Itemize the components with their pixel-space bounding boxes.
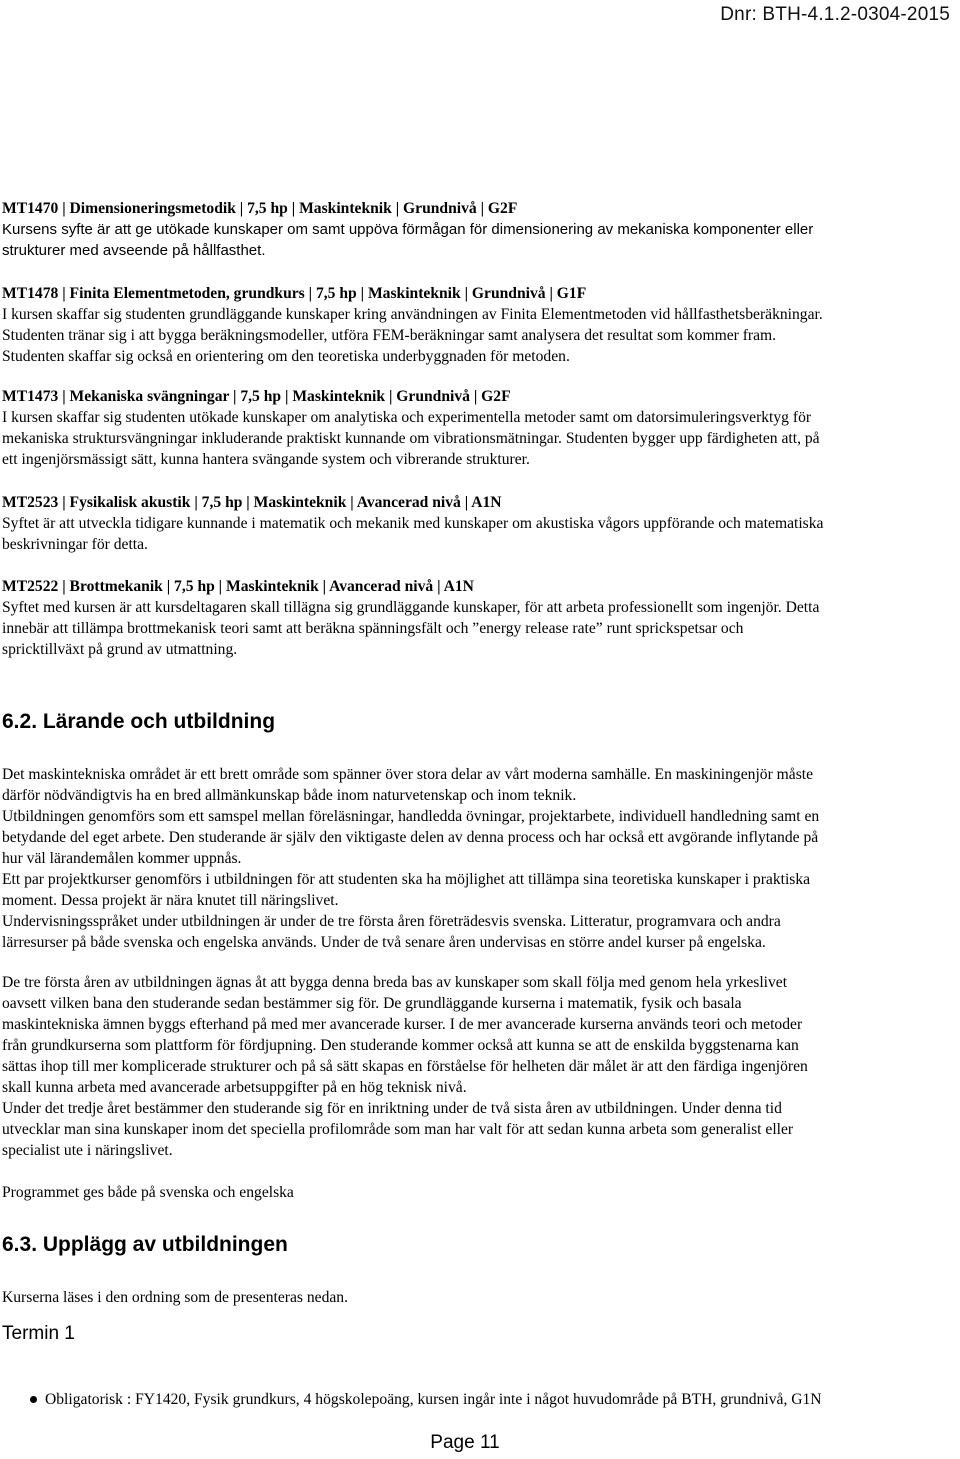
bullet-icon xyxy=(30,1396,37,1403)
termin-title: Termin 1 xyxy=(2,1323,75,1344)
course-description-line: Syftet är att utveckla tidigare kunnande i matematik och mekanik med kunskaper om akustiska vågors uppförande och matematiska xyxy=(2,515,824,532)
section-6-2-paragraph-2 xyxy=(2,972,952,1161)
course-heading: MT1470 | Dimensioneringsmetodik | 7,5 hp | Maskinteknik | Grundnivå | G2F xyxy=(2,200,518,217)
paragraph-line: därför nödvändigtvis ha en bred allmänkunskap både inom naturvetenskap och inom teknik. xyxy=(2,787,577,804)
bullet-text: Obligatorisk : FY1420, Fysik grundkurs, 4 högskolepoäng, kursen ingår inte i något huvudområde på BTH, grundnivå, G1N xyxy=(45,1391,822,1408)
course-description-line: mekaniska struktursvängningar inkluderande praktiskt kunnande om vibrationsmätningar. Studenten bygger upp färdigheten att, på xyxy=(2,430,820,447)
paragraph-line: från grundkurserna som plattform för fördjupning. Den studerande kommer också att kunna se att de enskilda byggstenarna kan xyxy=(2,1037,799,1054)
course-description-line: innebär att tillämpa brottmekanisk teori samt att beräkna spänningsfält och ”energy release rate” runt sprickspetsar och xyxy=(2,620,744,637)
paragraph-line: sättas ihop till mer komplicerade strukturer och på så sätt skapas en förståelse för helheten där målet är att den färdiga ingenjören xyxy=(2,1058,808,1075)
paragraph-line: moment. Dessa projekt är nära knutet till näringslivet. xyxy=(2,892,339,909)
paragraph-line: betydande del eget arbete. Den studerande är själv den viktigaste delen av denna process och har också ett avgörande inflytande på xyxy=(2,829,819,846)
paragraph-line: De tre första åren av utbildningen ägnas åt att bygga denna breda bas av kunskaper som skall följa med genom hela yrkeslivet xyxy=(2,974,788,991)
course-heading: MT2523 | Fysikalisk akustik | 7,5 hp | Maskinteknik | Avancerad nivå | A1N xyxy=(2,494,502,511)
course-entry-mt1470 xyxy=(2,198,952,261)
bullet-list-item xyxy=(30,1389,822,1410)
paragraph-line: Programmet ges både på svenska och engelska xyxy=(2,1184,294,1201)
course-description-line: Syftet med kursen är att kursdeltagaren skall tillägna sig grundläggande kunskaper, för att arbeta professionellt som ingenjör. Detta xyxy=(2,599,820,616)
course-heading: MT2522 | Brottmekanik | 7,5 hp | Maskinteknik | Avancerad nivå | A1N xyxy=(2,578,474,595)
course-entry-mt1478 xyxy=(2,283,952,367)
termin-heading xyxy=(2,1322,952,1346)
course-description-line: spricktillväxt på grund av utmattning. xyxy=(2,641,238,658)
document-number: Dnr: BTH-4.1.2-0304-2015 xyxy=(720,4,950,25)
course-heading: MT1478 | Finita Elementmetoden, grundkurs | 7,5 hp | Maskinteknik | Grundnivå | G1F xyxy=(2,285,587,302)
paragraph-line: Undervisningsspråket under utbildningen är under de tre första åren företrädesvis svenska. Litteratur, programvara och andra xyxy=(2,913,781,930)
paragraph-line: hur väl lärandemålen kommer uppnås. xyxy=(2,850,242,867)
course-entry-mt2523 xyxy=(2,492,952,555)
paragraph-line: Kurserna läses i den ordning som de presenteras nedan. xyxy=(2,1289,348,1306)
paragraph-line: Det maskintekniska området är ett brett område som spänner över stora delar av vårt moderna samhälle. En maskiningenjör måste xyxy=(2,766,814,783)
course-description-line: Kursens syfte är att ge utökade kunskaper om samt uppöva förmågan för dimensionering av mekaniska komponenter eller xyxy=(2,221,814,238)
course-heading: MT1473 | Mekaniska svängningar | 7,5 hp | Maskinteknik | Grundnivå | G2F xyxy=(2,388,511,405)
paragraph-line: maskintekniska ämnen byggs efterhand på med mer avancerade kurser. I de mer avancerade kurserna används teori och metoder xyxy=(2,1016,803,1033)
course-entry-mt2522 xyxy=(2,576,952,660)
section-heading: 6.3. Upplägg av utbildningen xyxy=(2,1233,288,1256)
course-description-line: I kursen skaffar sig studenten grundläggande kunskaper kring användningen av Finita Elementmetoden vid hållfasthetsberäkningar. xyxy=(2,306,823,323)
section-6-3-intro xyxy=(2,1287,952,1308)
paragraph-line: lärresurser på både svenska och engelska används. Under de två senare åren undervisas en större andel kurser på engelska. xyxy=(2,934,766,951)
paragraph-line: specialist ute i näringslivet. xyxy=(2,1142,173,1159)
course-description-line: strukturer med avseende på hållfasthet. xyxy=(2,242,266,259)
course-description-line: Studenten skaffar sig också en orientering om den teoretiska underbyggnaden för metoden. xyxy=(2,348,570,365)
course-description-line: Studenten tränar sig i att bygga beräkningsmodeller, utföra FEM-beräkningar samt analysera det resultat som kommer fram. xyxy=(2,327,777,344)
section-heading: 6.2. Lärande och utbildning xyxy=(2,710,276,733)
paragraph-line: Utbildningen genomförs som ett samspel mellan föreläsningar, handledda övningar, projektarbete, individuell handledning samt en xyxy=(2,808,820,825)
paragraph-line: skall kunna arbeta med avancerade arbetsuppgifter på en hög teknisk nivå. xyxy=(2,1079,467,1096)
page-number: Page 11 xyxy=(430,1432,500,1453)
course-description-line: beskrivningar för detta. xyxy=(2,536,148,553)
section-title-6-2 xyxy=(2,709,952,735)
course-description-line: I kursen skaffar sig studenten utökade kunskaper om analytiska och experimentella metoder samt om datorsimuleringsverktyg för xyxy=(2,409,812,426)
section-6-2-paragraph-1 xyxy=(2,764,952,953)
section-title-6-3 xyxy=(2,1232,952,1258)
paragraph-line: oavsett vilken bana den studerande sedan bestämmer sig för. De grundläggande kurserna i matematik, fysik och basala xyxy=(2,995,742,1012)
course-description-line: ett ingenjörsmässigt sätt, kunna hantera svängande system och vibrerande strukturer. xyxy=(2,451,530,468)
paragraph-line: Ett par projektkurser genomförs i utbildningen för att studenten ska ha möjlighet att tillämpa sina teoretiska kunskaper i praktiska xyxy=(2,871,811,888)
course-entry-mt1473 xyxy=(2,386,952,470)
section-6-2-paragraph-3 xyxy=(2,1182,952,1203)
paragraph-line: utvecklar man sina kunskaper inom det speciella profilområde som man har valt för att sedan kunna arbeta som generalist eller xyxy=(2,1121,794,1138)
paragraph-line: Under det tredje året bestämmer den studerande sig för en inriktning under de två sista åren av utbildningen. Under denna tid xyxy=(2,1100,782,1117)
